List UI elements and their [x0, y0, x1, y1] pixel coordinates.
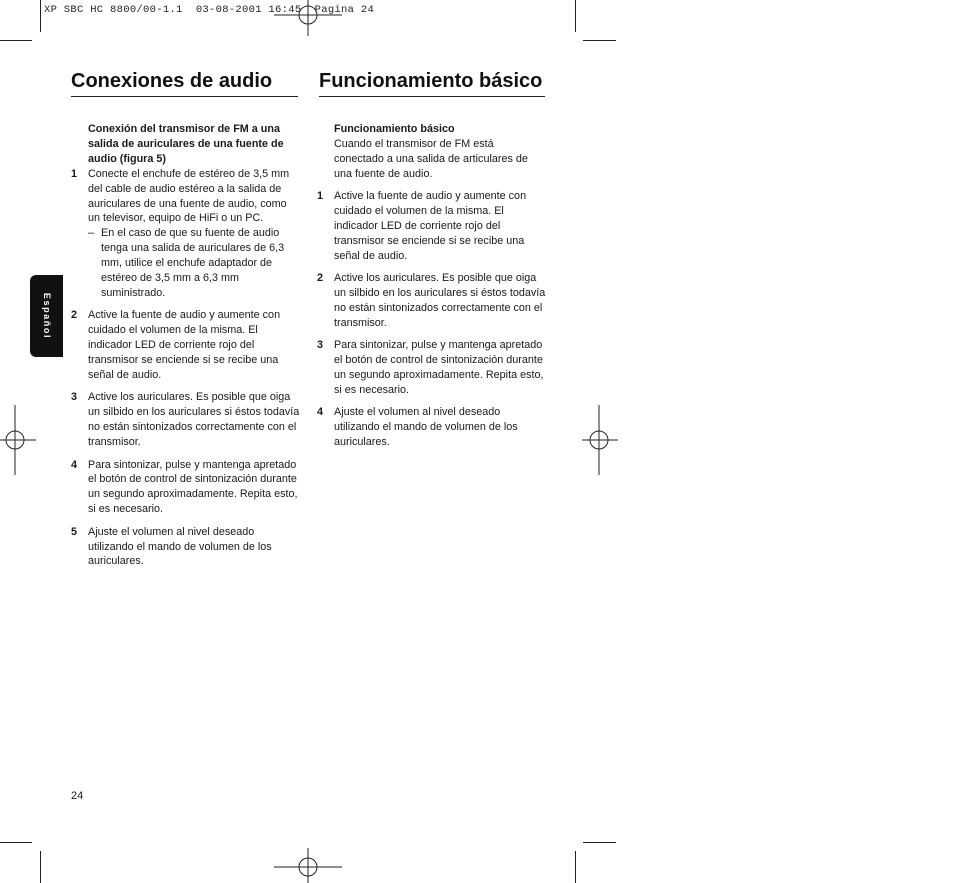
registration-mark-right-icon [582, 405, 618, 475]
list-item-number: 5 [71, 525, 78, 538]
right-heading-rule [319, 96, 545, 97]
list-item [71, 308, 301, 383]
list-item [317, 189, 546, 264]
list-item [71, 525, 301, 570]
right-intro-block [317, 122, 546, 182]
list-item-text: Active la fuente de audio y aumente con cuidado el volumen de la misma. El indicador LED de corriente rojo del transmisor se enciende si se recibe una señal de audio. [88, 309, 281, 381]
list-item-number: 4 [71, 458, 78, 471]
right-subheading: Funcionamiento básico [334, 123, 455, 135]
list-item-text: Para sintonizar, pulse y mantenga apretado el botón de control de sintonización durante un segundo aproximadamente. Repita esto, si es necesario. [334, 339, 544, 396]
list-item-number: 2 [317, 272, 324, 285]
dash-note-text: En el caso de que su fuente de audio tenga una salida de auriculares de 6,3 mm, utilice el enchufe adaptador de estéreo de 3,5 mm a 6,3 mm suministrado. [101, 227, 285, 299]
list-item [71, 458, 301, 518]
list-item-text: Active los auriculares. Es posible que oiga un silbido en los auriculares si éstos todavía no están sintonizados correctamente con el transmisor. [88, 391, 300, 449]
list-item-text: Ajuste el volumen al nivel deseado utilizando el mando de volumen de los auriculares. [88, 525, 272, 568]
list-item [317, 271, 546, 331]
list-item-text: Active la fuente de audio y aumente con cuidado el volumen de la misma. El indicador LED de corriente rojo del transmisor se enciende si se recibe una señal de audio. [334, 190, 527, 262]
registration-mark-left-icon [0, 405, 36, 475]
crop-mark-top-right-v [575, 0, 576, 32]
list-item-number: 1 [71, 167, 78, 180]
language-tab [30, 275, 63, 357]
crop-mark-bottom-right-h [583, 842, 616, 843]
right-intro-text: Cuando el transmisor de FM está conectado a una salida de articulares de una fuente de audio. [334, 137, 528, 180]
list-item-number: 3 [317, 339, 324, 352]
crop-mark-top-left-h [0, 40, 32, 41]
list-item [71, 167, 301, 301]
list-item [317, 338, 546, 398]
left-column [71, 122, 301, 577]
list-item [317, 405, 546, 450]
crop-mark-top-left-v [40, 0, 41, 32]
list-item [71, 390, 301, 450]
crop-mark-top-right-h [583, 40, 616, 41]
crop-mark-bottom-right-v [575, 851, 576, 883]
page-number: 24 [71, 790, 84, 802]
list-item-text: Conecte el enchufe de estéreo de 3,5 mm del cable de audio estéreo a la salida de auriculares de una fuente de audio, como un televisor, equipo de HiFi o un PC. [88, 167, 290, 225]
list-item-text: Active los auriculares. Es posible que oiga un silbido en los auriculares si éstos todavía no están sintonizados correctamente con el transmisor. [334, 272, 546, 329]
language-tab-label: Español [41, 292, 52, 340]
list-item-number: 3 [71, 391, 78, 404]
dash-bullet: – [88, 227, 95, 240]
list-item-text: Ajuste el volumen al nivel deseado utilizando el mando de volumen de los auriculares. [334, 406, 518, 449]
right-column [317, 122, 546, 458]
list-item-text: Para sintonizar, pulse y mantenga apretado el botón de control de sintonización durante un segundo aproximadamente. Repita esto, si es necesario. [88, 458, 298, 516]
list-item-number: 4 [317, 406, 324, 419]
print-slug: XP SBC HC 8800/00-1.1 03-08-2001 16:45 Pagina 24 [44, 4, 375, 16]
left-subheading: Conexión del transmisor de FM a una salida de auriculares de una fuente de audio (figura 5) [88, 123, 284, 165]
left-page-heading: Conexiones de audio [71, 70, 273, 92]
registration-mark-top-icon [274, 0, 342, 36]
right-page-heading: Funcionamiento básico [319, 70, 543, 92]
crop-mark-bottom-left-h [0, 842, 32, 843]
list-item-number: 1 [317, 190, 324, 203]
crop-mark-bottom-left-v [40, 851, 41, 883]
left-heading-rule [71, 96, 298, 97]
registration-mark-bottom-icon [274, 848, 342, 883]
dash-note [88, 226, 301, 301]
list-item-number: 2 [71, 309, 78, 322]
